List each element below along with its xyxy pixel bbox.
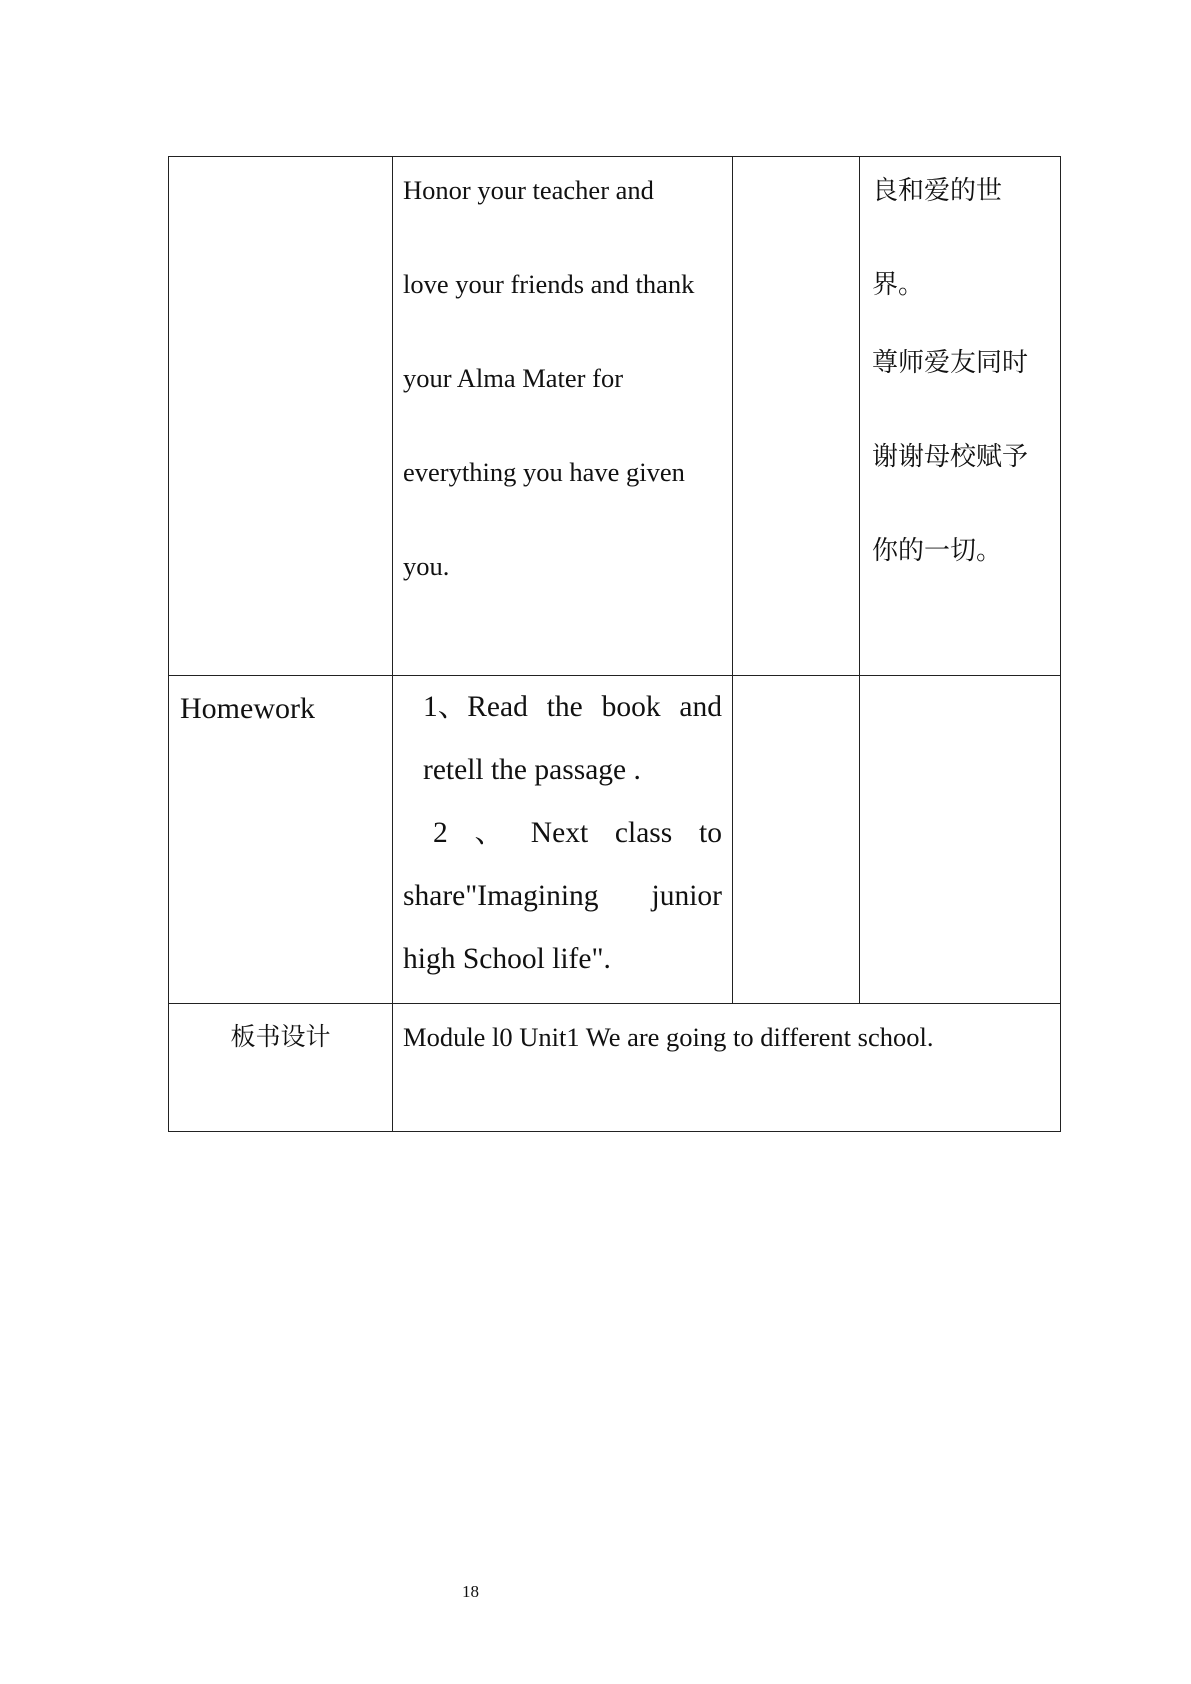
word: junior — [651, 880, 722, 912]
continued-english-text — [393, 157, 732, 643]
board-design-content: Module l0 Unit1 We are going to different school. — [403, 1022, 934, 1052]
text-line: 谢谢母校赋予 — [872, 442, 1029, 472]
word: 、 — [474, 817, 505, 849]
text-line: love your friends and thank — [403, 269, 695, 299]
word: and — [679, 691, 722, 723]
page-number: 18 — [462, 1582, 479, 1601]
continued-chinese-text — [860, 157, 1060, 573]
word: Next — [530, 817, 589, 849]
table-row-continued — [169, 157, 1061, 676]
text-line: 你的一切。 — [872, 536, 1003, 566]
homework-item-1-line-2: retell the passage . — [423, 754, 641, 786]
content-cell — [393, 157, 733, 676]
word: book — [601, 691, 661, 723]
word: the — [546, 691, 583, 723]
homework-method-cell-empty — [733, 676, 860, 1004]
homework-item-1-line-1 — [403, 688, 722, 751]
homework-label-cell — [169, 676, 393, 1004]
homework-items — [393, 676, 732, 1003]
word: class — [614, 817, 673, 849]
board-design-label: 板书设计 — [230, 1022, 331, 1051]
table-row-homework — [169, 676, 1061, 1004]
text-line: 良和爱的世 — [872, 176, 1003, 206]
text-line: 界。 — [872, 270, 925, 300]
step-label-cell-empty — [169, 157, 393, 676]
text-line: 尊师爱友同时 — [872, 348, 1029, 378]
text-line: Honor your teacher and — [403, 175, 654, 205]
homework-item-2-line-1 — [403, 814, 722, 877]
text-line: everything you have given — [403, 457, 685, 487]
homework-content-cell — [393, 676, 733, 1004]
homework-label: Homework — [180, 692, 315, 725]
homework-item-2-line-3: high School life". — [403, 943, 611, 975]
homework-purpose-cell-empty — [860, 676, 1061, 1004]
word: share"Imagining — [403, 880, 599, 912]
purpose-cell — [860, 157, 1061, 676]
lesson-plan-table — [168, 156, 1061, 1132]
board-design-label-cell — [169, 1004, 393, 1132]
homework-item-2-line-2 — [403, 877, 722, 940]
board-design-content-cell — [393, 1004, 1061, 1132]
text-line: you. — [403, 551, 450, 581]
text-line: your Alma Mater for — [403, 363, 624, 393]
table-row-board-design — [169, 1004, 1061, 1132]
method-cell-empty — [733, 157, 860, 676]
word: to — [699, 817, 722, 849]
word: 1、Read — [423, 691, 528, 723]
word: 2 — [433, 817, 448, 849]
